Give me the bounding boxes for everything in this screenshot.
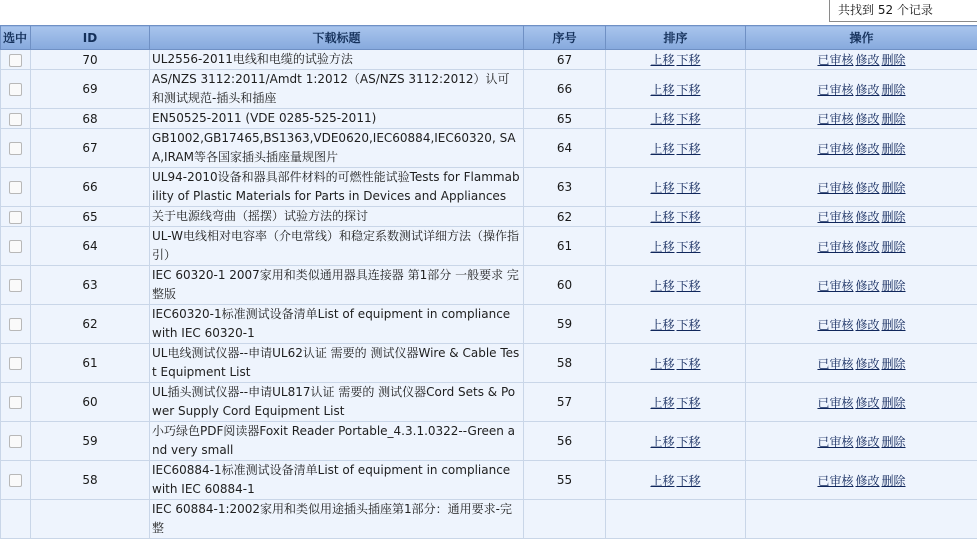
delete-link[interactable]: 删除 bbox=[882, 357, 906, 371]
edit-link[interactable]: 修改 bbox=[855, 240, 879, 254]
reviewed-link[interactable]: 已审核 bbox=[817, 396, 853, 410]
row-title: 小巧绿色PDF阅读器Foxit Reader Portable_4.3.1.0322--Green and very small bbox=[152, 422, 521, 460]
row-id: 69 bbox=[31, 70, 150, 109]
row-sort-cell bbox=[606, 109, 746, 129]
row-id: 59 bbox=[31, 422, 150, 461]
row-select-cell bbox=[1, 461, 31, 500]
reviewed-link[interactable]: 已审核 bbox=[817, 279, 853, 293]
row-ops-cell bbox=[746, 344, 977, 383]
row-seq: 67 bbox=[524, 50, 606, 70]
row-sort-cell bbox=[606, 207, 746, 227]
row-select-cell bbox=[1, 422, 31, 461]
move-down-link[interactable]: 下移 bbox=[677, 474, 701, 488]
row-select-cell bbox=[1, 207, 31, 227]
row-select-cell bbox=[1, 344, 31, 383]
row-title-cell bbox=[150, 305, 524, 344]
table-row bbox=[1, 422, 977, 461]
edit-link[interactable]: 修改 bbox=[855, 53, 879, 67]
row-ops-cell bbox=[746, 422, 977, 461]
row-ops-cell bbox=[746, 500, 977, 539]
row-checkbox[interactable] bbox=[9, 113, 22, 126]
row-title: EN50525-2011 (VDE 0285-525-2011) bbox=[152, 109, 521, 128]
delete-link[interactable]: 删除 bbox=[882, 112, 906, 126]
row-title: IEC 60320-1 2007家用和类似通用器具连接器 第1部分 一般要求 完整版 bbox=[152, 266, 521, 304]
delete-link[interactable]: 删除 bbox=[882, 142, 906, 156]
row-seq: 62 bbox=[524, 207, 606, 227]
row-checkbox[interactable] bbox=[9, 396, 22, 409]
reviewed-link[interactable]: 已审核 bbox=[817, 53, 853, 67]
row-select-cell bbox=[1, 50, 31, 70]
header-select: 选中 bbox=[1, 26, 31, 50]
move-up-link[interactable]: 上移 bbox=[650, 112, 674, 126]
row-title-cell bbox=[150, 168, 524, 207]
move-up-link[interactable]: 上移 bbox=[650, 318, 674, 332]
move-up-link[interactable]: 上移 bbox=[650, 83, 674, 97]
move-down-link[interactable]: 下移 bbox=[677, 357, 701, 371]
row-sort-cell bbox=[606, 344, 746, 383]
delete-link[interactable]: 删除 bbox=[882, 318, 906, 332]
row-id: 60 bbox=[31, 383, 150, 422]
table-row bbox=[1, 129, 977, 168]
move-up-link[interactable]: 上移 bbox=[650, 142, 674, 156]
delete-link[interactable]: 删除 bbox=[882, 474, 906, 488]
row-title: UL94-2010设备和器具部件材料的可燃性能试验Tests for Flammability of Plastic Materials for Parts in Devices and Appliances bbox=[152, 168, 521, 206]
reviewed-link[interactable]: 已审核 bbox=[817, 181, 853, 195]
row-checkbox[interactable] bbox=[9, 279, 22, 292]
row-title-cell bbox=[150, 344, 524, 383]
row-sort-cell bbox=[606, 50, 746, 70]
row-title-cell bbox=[150, 129, 524, 168]
edit-link[interactable]: 修改 bbox=[855, 474, 879, 488]
record-count: 共找到 52 个记录 bbox=[829, 0, 977, 22]
row-title-cell bbox=[150, 500, 524, 539]
move-down-link[interactable]: 下移 bbox=[677, 240, 701, 254]
download-table bbox=[0, 25, 977, 539]
row-title: UL插头测试仪器--申请UL817认证 需要的 测试仪器Cord Sets & Power Supply Cord Equipment List bbox=[152, 383, 521, 421]
row-id: 61 bbox=[31, 344, 150, 383]
delete-link[interactable]: 删除 bbox=[882, 435, 906, 449]
row-id: 64 bbox=[31, 227, 150, 266]
row-select-cell bbox=[1, 129, 31, 168]
row-checkbox[interactable] bbox=[9, 357, 22, 370]
row-seq: 55 bbox=[524, 461, 606, 500]
reviewed-link[interactable]: 已审核 bbox=[817, 318, 853, 332]
move-up-link[interactable]: 上移 bbox=[650, 53, 674, 67]
row-title: IEC60884-1标准测试设备清单List of equipment in compliance with IEC 60884-1 bbox=[152, 461, 521, 499]
row-ops-cell bbox=[746, 207, 977, 227]
row-sort-cell bbox=[606, 305, 746, 344]
header-id[interactable]: ID bbox=[31, 26, 150, 50]
row-checkbox[interactable] bbox=[9, 142, 22, 155]
row-sort-cell bbox=[606, 461, 746, 500]
row-select-cell bbox=[1, 70, 31, 109]
row-title-cell bbox=[150, 109, 524, 129]
delete-link[interactable]: 删除 bbox=[882, 396, 906, 410]
row-id: 68 bbox=[31, 109, 150, 129]
reviewed-link[interactable]: 已审核 bbox=[817, 83, 853, 97]
row-title-cell bbox=[150, 70, 524, 109]
row-ops-cell bbox=[746, 461, 977, 500]
move-up-link[interactable]: 上移 bbox=[650, 210, 674, 224]
row-seq: 60 bbox=[524, 266, 606, 305]
reviewed-link[interactable]: 已审核 bbox=[817, 435, 853, 449]
row-seq: 66 bbox=[524, 70, 606, 109]
row-title: UL2556-2011电线和电缆的试验方法 bbox=[152, 50, 521, 69]
row-sort-cell bbox=[606, 500, 746, 539]
row-title-cell bbox=[150, 227, 524, 266]
move-up-link[interactable]: 上移 bbox=[650, 279, 674, 293]
move-up-link[interactable]: 上移 bbox=[650, 240, 674, 254]
reviewed-link[interactable]: 已审核 bbox=[817, 474, 853, 488]
reviewed-link[interactable]: 已审核 bbox=[817, 142, 853, 156]
row-select-cell bbox=[1, 305, 31, 344]
delete-link[interactable]: 删除 bbox=[882, 53, 906, 67]
move-down-link[interactable]: 下移 bbox=[677, 53, 701, 67]
edit-link[interactable]: 修改 bbox=[855, 357, 879, 371]
row-checkbox[interactable] bbox=[9, 318, 22, 331]
row-select-cell bbox=[1, 383, 31, 422]
move-up-link[interactable]: 上移 bbox=[650, 396, 674, 410]
move-down-link[interactable]: 下移 bbox=[677, 210, 701, 224]
table-header-row bbox=[1, 26, 977, 50]
delete-link[interactable]: 删除 bbox=[882, 240, 906, 254]
row-checkbox[interactable] bbox=[9, 54, 22, 67]
reviewed-link[interactable]: 已审核 bbox=[817, 357, 853, 371]
row-title-cell bbox=[150, 50, 524, 70]
row-title: IEC60320-1标准测试设备清单List of equipment in compliance with IEC 60320-1 bbox=[152, 305, 521, 343]
row-sort-cell bbox=[606, 70, 746, 109]
header-ops: 操作 bbox=[746, 26, 977, 50]
row-sort-cell bbox=[606, 227, 746, 266]
edit-link[interactable]: 修改 bbox=[855, 112, 879, 126]
table-row bbox=[1, 461, 977, 500]
row-title-cell bbox=[150, 266, 524, 305]
row-ops-cell bbox=[746, 168, 977, 207]
row-ops-cell bbox=[746, 50, 977, 70]
row-title: UL-W电线相对电容率（介电常线）和稳定系数测试详细方法（操作指引） bbox=[152, 227, 521, 265]
row-id: 62 bbox=[31, 305, 150, 344]
row-select-cell bbox=[1, 227, 31, 266]
header-title[interactable]: 下载标题 bbox=[150, 26, 524, 50]
table-row bbox=[1, 383, 977, 422]
row-id bbox=[31, 500, 150, 539]
table-row bbox=[1, 207, 977, 227]
delete-link[interactable]: 删除 bbox=[882, 181, 906, 195]
row-checkbox[interactable] bbox=[9, 474, 22, 487]
row-id: 67 bbox=[31, 129, 150, 168]
row-seq bbox=[524, 500, 606, 539]
top-bar bbox=[0, 0, 977, 25]
move-down-link[interactable]: 下移 bbox=[677, 181, 701, 195]
row-title-cell bbox=[150, 383, 524, 422]
row-checkbox[interactable] bbox=[9, 181, 22, 194]
row-seq: 57 bbox=[524, 383, 606, 422]
row-checkbox[interactable] bbox=[9, 435, 22, 448]
row-select-cell bbox=[1, 500, 31, 539]
move-down-link[interactable]: 下移 bbox=[677, 318, 701, 332]
edit-link[interactable]: 修改 bbox=[855, 83, 879, 97]
row-sort-cell bbox=[606, 168, 746, 207]
row-ops-cell bbox=[746, 305, 977, 344]
delete-link[interactable]: 删除 bbox=[882, 83, 906, 97]
row-select-cell bbox=[1, 109, 31, 129]
header-sort: 排序 bbox=[606, 26, 746, 50]
row-seq: 65 bbox=[524, 109, 606, 129]
header-seq[interactable]: 序号 bbox=[524, 26, 606, 50]
move-down-link[interactable]: 下移 bbox=[677, 112, 701, 126]
row-seq: 56 bbox=[524, 422, 606, 461]
row-seq: 59 bbox=[524, 305, 606, 344]
row-seq: 64 bbox=[524, 129, 606, 168]
row-ops-cell bbox=[746, 70, 977, 109]
reviewed-link[interactable]: 已审核 bbox=[817, 112, 853, 126]
move-down-link[interactable]: 下移 bbox=[677, 142, 701, 156]
row-select-cell bbox=[1, 168, 31, 207]
move-up-link[interactable]: 上移 bbox=[650, 357, 674, 371]
row-sort-cell bbox=[606, 266, 746, 305]
table-row bbox=[1, 227, 977, 266]
move-down-link[interactable]: 下移 bbox=[677, 435, 701, 449]
row-ops-cell bbox=[746, 227, 977, 266]
move-down-link[interactable]: 下移 bbox=[677, 279, 701, 293]
row-id: 63 bbox=[31, 266, 150, 305]
edit-link[interactable]: 修改 bbox=[855, 279, 879, 293]
row-id: 65 bbox=[31, 207, 150, 227]
row-id: 66 bbox=[31, 168, 150, 207]
row-seq: 58 bbox=[524, 344, 606, 383]
row-checkbox[interactable] bbox=[9, 240, 22, 253]
table-row bbox=[1, 266, 977, 305]
row-ops-cell bbox=[746, 383, 977, 422]
move-down-link[interactable]: 下移 bbox=[677, 396, 701, 410]
table-row bbox=[1, 344, 977, 383]
reviewed-link[interactable]: 已审核 bbox=[817, 210, 853, 224]
row-sort-cell bbox=[606, 129, 746, 168]
row-title: AS/NZS 3112:2011/Amdt 1:2012（AS/NZS 3112:2012）认可和测试规范-插头和插座 bbox=[152, 70, 521, 108]
row-title: UL电线测试仪器--申请UL62认证 需要的 测试仪器Wire & Cable Test Equipment List bbox=[152, 344, 521, 382]
move-down-link[interactable]: 下移 bbox=[677, 83, 701, 97]
row-title: IEC 60884-1:2002家用和类似用途插头插座第1部分：通用要求-完整 bbox=[152, 500, 521, 538]
move-up-link[interactable]: 上移 bbox=[650, 435, 674, 449]
edit-link[interactable]: 修改 bbox=[855, 318, 879, 332]
edit-link[interactable]: 修改 bbox=[855, 142, 879, 156]
delete-link[interactable]: 删除 bbox=[882, 279, 906, 293]
row-sort-cell bbox=[606, 383, 746, 422]
row-id: 70 bbox=[31, 50, 150, 70]
row-title: 关于电源线弯曲（摇摆）试验方法的探讨 bbox=[152, 207, 521, 226]
table-row bbox=[1, 500, 977, 539]
row-id: 58 bbox=[31, 461, 150, 500]
row-seq: 63 bbox=[524, 168, 606, 207]
reviewed-link[interactable]: 已审核 bbox=[817, 240, 853, 254]
table-row bbox=[1, 168, 977, 207]
row-ops-cell bbox=[746, 129, 977, 168]
row-ops-cell bbox=[746, 266, 977, 305]
row-title: GB1002,GB17465,BS1363,VDE0620,IEC60884,IEC60320, SAA,IRAM等各国家插头插座量规图片 bbox=[152, 129, 521, 167]
row-select-cell bbox=[1, 266, 31, 305]
row-seq: 61 bbox=[524, 227, 606, 266]
move-up-link[interactable]: 上移 bbox=[650, 474, 674, 488]
delete-link[interactable]: 删除 bbox=[882, 210, 906, 224]
row-title-cell bbox=[150, 461, 524, 500]
row-sort-cell bbox=[606, 422, 746, 461]
table-row bbox=[1, 50, 977, 70]
edit-link[interactable]: 修改 bbox=[855, 210, 879, 224]
edit-link[interactable]: 修改 bbox=[855, 396, 879, 410]
row-checkbox[interactable] bbox=[9, 83, 22, 96]
edit-link[interactable]: 修改 bbox=[855, 181, 879, 195]
row-checkbox[interactable] bbox=[9, 211, 22, 224]
move-up-link[interactable]: 上移 bbox=[650, 181, 674, 195]
table-row bbox=[1, 305, 977, 344]
table-row bbox=[1, 70, 977, 109]
row-title-cell bbox=[150, 422, 524, 461]
row-ops-cell bbox=[746, 109, 977, 129]
table-row bbox=[1, 109, 977, 129]
row-title-cell bbox=[150, 207, 524, 227]
edit-link[interactable]: 修改 bbox=[855, 435, 879, 449]
